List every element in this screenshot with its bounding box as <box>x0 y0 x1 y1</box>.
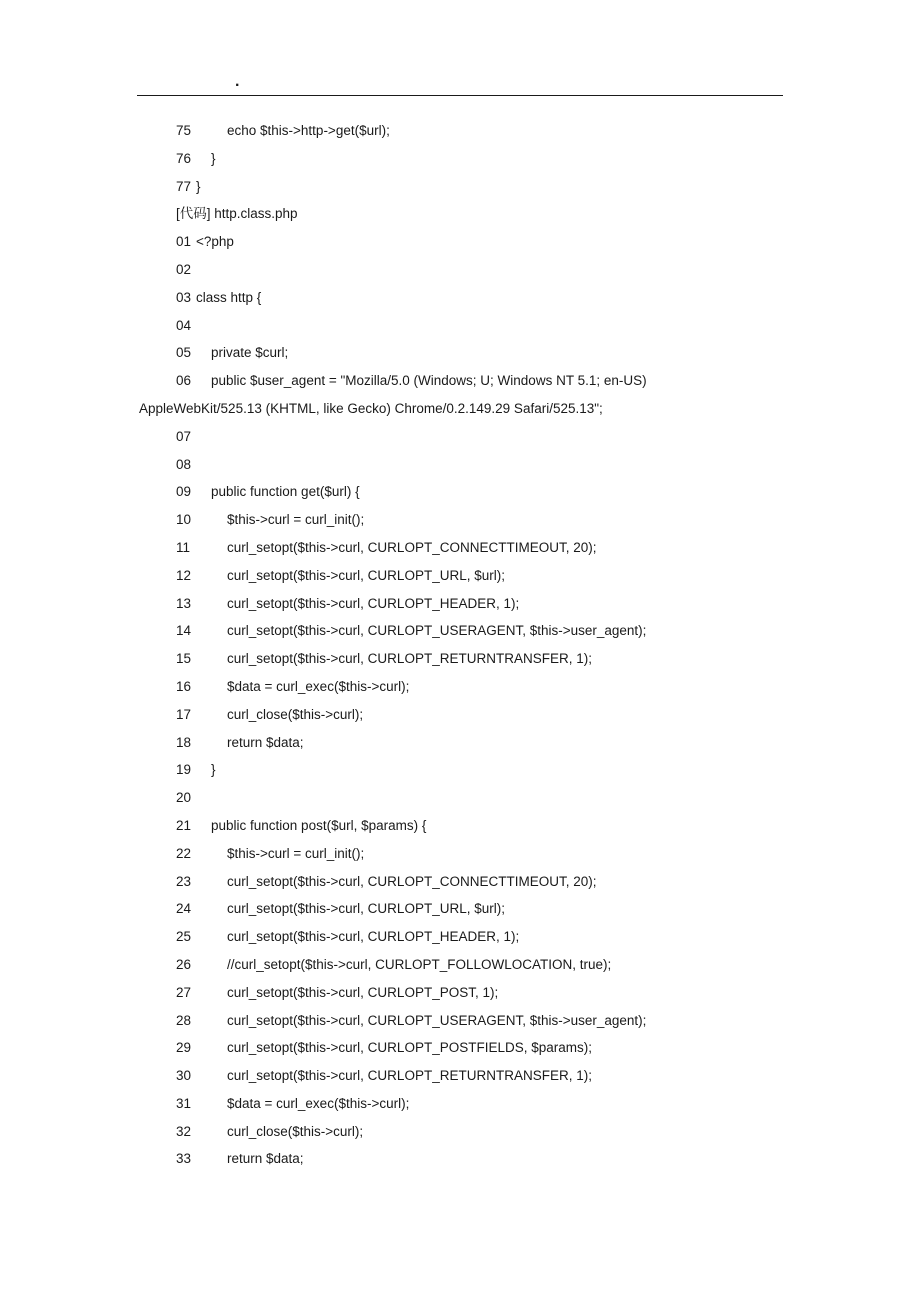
code-text: curl_setopt($this->curl, CURLOPT_CONNECTTIMEOUT, 20); <box>227 873 597 889</box>
code-text: curl_setopt($this->curl, CURLOPT_USERAGENT, $this->user_agent); <box>227 623 647 639</box>
code-line <box>0 200 920 228</box>
code-text: curl_setopt($this->curl, CURLOPT_POST, 1); <box>227 984 499 1000</box>
line-number: 08 <box>176 456 192 472</box>
line-number: 02 <box>176 261 192 277</box>
line-number: 25 <box>176 929 192 945</box>
code-text: //curl_setopt($this->curl, CURLOPT_FOLLOWLOCATION, true); <box>227 956 612 972</box>
code-text: return $data; <box>227 734 304 750</box>
code-line <box>0 784 920 812</box>
code-line <box>0 1145 920 1173</box>
line-number: 12 <box>176 567 192 583</box>
code-line <box>0 145 920 173</box>
code-text: curl_setopt($this->curl, CURLOPT_RETURNTRANSFER, 1); <box>227 1068 592 1084</box>
code-line <box>0 923 920 951</box>
code-line <box>0 506 920 534</box>
code-line <box>0 1090 920 1118</box>
header-mark: . <box>235 73 240 90</box>
line-number: 77 <box>176 178 192 194</box>
code-line <box>0 451 920 479</box>
line-number: 11 <box>176 539 191 555</box>
line-number: 21 <box>176 817 192 833</box>
line-number: 26 <box>176 956 192 972</box>
code-line <box>0 562 920 590</box>
code-line <box>0 367 920 395</box>
code-text: echo $this->http->get($url); <box>227 123 390 138</box>
code-line <box>0 478 920 506</box>
code-text: $this->curl = curl_init(); <box>227 845 365 861</box>
code-line <box>0 284 920 312</box>
code-text: curl_setopt($this->curl, CURLOPT_CONNECTTIMEOUT, 20); <box>227 539 597 555</box>
code-line <box>0 423 920 451</box>
code-text: curl_setopt($this->curl, CURLOPT_HEADER, 1); <box>227 595 520 611</box>
code-text: curl_close($this->curl); <box>227 706 364 722</box>
code-line <box>0 868 920 896</box>
code-line <box>0 840 920 868</box>
code-line <box>0 339 920 367</box>
line-number: 01 <box>176 234 192 250</box>
line-number: 16 <box>176 678 192 694</box>
code-line <box>0 701 920 729</box>
line-number: 19 <box>176 762 192 778</box>
line-number: 05 <box>176 345 192 361</box>
code-line <box>0 729 920 757</box>
code-line <box>0 228 920 256</box>
code-line <box>0 756 920 784</box>
code-text: curl_setopt($this->curl, CURLOPT_USERAGENT, $this->user_agent); <box>227 1012 647 1028</box>
code-text: [代码] http.class.php <box>176 206 298 222</box>
line-number: 17 <box>176 706 192 722</box>
line-number: 76 <box>176 150 192 166</box>
code-line <box>0 534 920 562</box>
code-line <box>0 617 920 645</box>
code-text: class http { <box>196 289 262 305</box>
code-line <box>0 979 920 1007</box>
code-line <box>0 1007 920 1035</box>
line-number: 22 <box>176 845 192 861</box>
line-number: 09 <box>176 484 192 500</box>
code-text: AppleWebKit/525.13 (KHTML, like Gecko) Chrome/0.2.149.29 Safari/525.13"; <box>139 400 603 416</box>
line-number: 23 <box>176 873 192 889</box>
code-text: public function get($url) { <box>211 484 360 500</box>
line-number: 30 <box>176 1068 192 1084</box>
code-line <box>0 256 920 284</box>
code-line <box>0 1062 920 1090</box>
code-text: curl_setopt($this->curl, CURLOPT_URL, $url); <box>227 901 505 917</box>
code-line <box>0 1118 920 1146</box>
line-number: 15 <box>176 651 192 667</box>
code-text: curl_setopt($this->curl, CURLOPT_POSTFIELDS, $params); <box>227 1040 592 1056</box>
code-text: $this->curl = curl_init(); <box>227 512 365 528</box>
code-text: public function post($url, $params) { <box>211 817 427 833</box>
line-number: 14 <box>176 623 192 639</box>
line-number: 24 <box>176 901 192 917</box>
line-number: 18 <box>176 734 192 750</box>
code-text: curl_setopt($this->curl, CURLOPT_RETURNTRANSFER, 1); <box>227 651 592 667</box>
code-text: } <box>196 178 201 194</box>
line-number: 13 <box>176 595 192 611</box>
line-number: 33 <box>176 1151 192 1167</box>
header-rule <box>137 95 783 96</box>
line-number: 20 <box>176 790 192 806</box>
code-text: curl_setopt($this->curl, CURLOPT_HEADER, 1); <box>227 929 520 945</box>
code-line <box>0 117 920 145</box>
code-line <box>0 673 920 701</box>
line-number: 06 <box>176 373 192 389</box>
code-line <box>0 645 920 673</box>
code-text: public $user_agent = "Mozilla/5.0 (Windows; U; Windows NT 5.1; en-US) <box>211 373 647 389</box>
line-number: 07 <box>176 428 192 444</box>
code-line <box>0 312 920 340</box>
code-listing <box>0 117 920 1173</box>
line-number: 04 <box>176 317 192 333</box>
code-text: $data = curl_exec($this->curl); <box>227 1095 410 1111</box>
line-number: 32 <box>176 1123 192 1139</box>
code-text: } <box>211 762 216 778</box>
code-line <box>0 812 920 840</box>
code-line <box>0 590 920 618</box>
line-number: 10 <box>176 512 192 528</box>
line-number: 28 <box>176 1012 192 1028</box>
line-number: 75 <box>176 123 192 138</box>
code-text: curl_setopt($this->curl, CURLOPT_URL, $url); <box>227 567 505 583</box>
line-number: 27 <box>176 984 192 1000</box>
code-text: curl_close($this->curl); <box>227 1123 364 1139</box>
code-text: } <box>211 150 216 166</box>
line-number: 31 <box>176 1095 192 1111</box>
code-text: $data = curl_exec($this->curl); <box>227 678 410 694</box>
line-number: 03 <box>176 289 192 305</box>
line-number: 29 <box>176 1040 192 1056</box>
code-text: private $curl; <box>211 345 289 361</box>
code-text: <?php <box>196 234 234 250</box>
code-line <box>0 173 920 201</box>
code-line <box>0 395 920 423</box>
code-line <box>0 1034 920 1062</box>
code-text: return $data; <box>227 1151 304 1167</box>
code-line <box>0 895 920 923</box>
code-line <box>0 951 920 979</box>
